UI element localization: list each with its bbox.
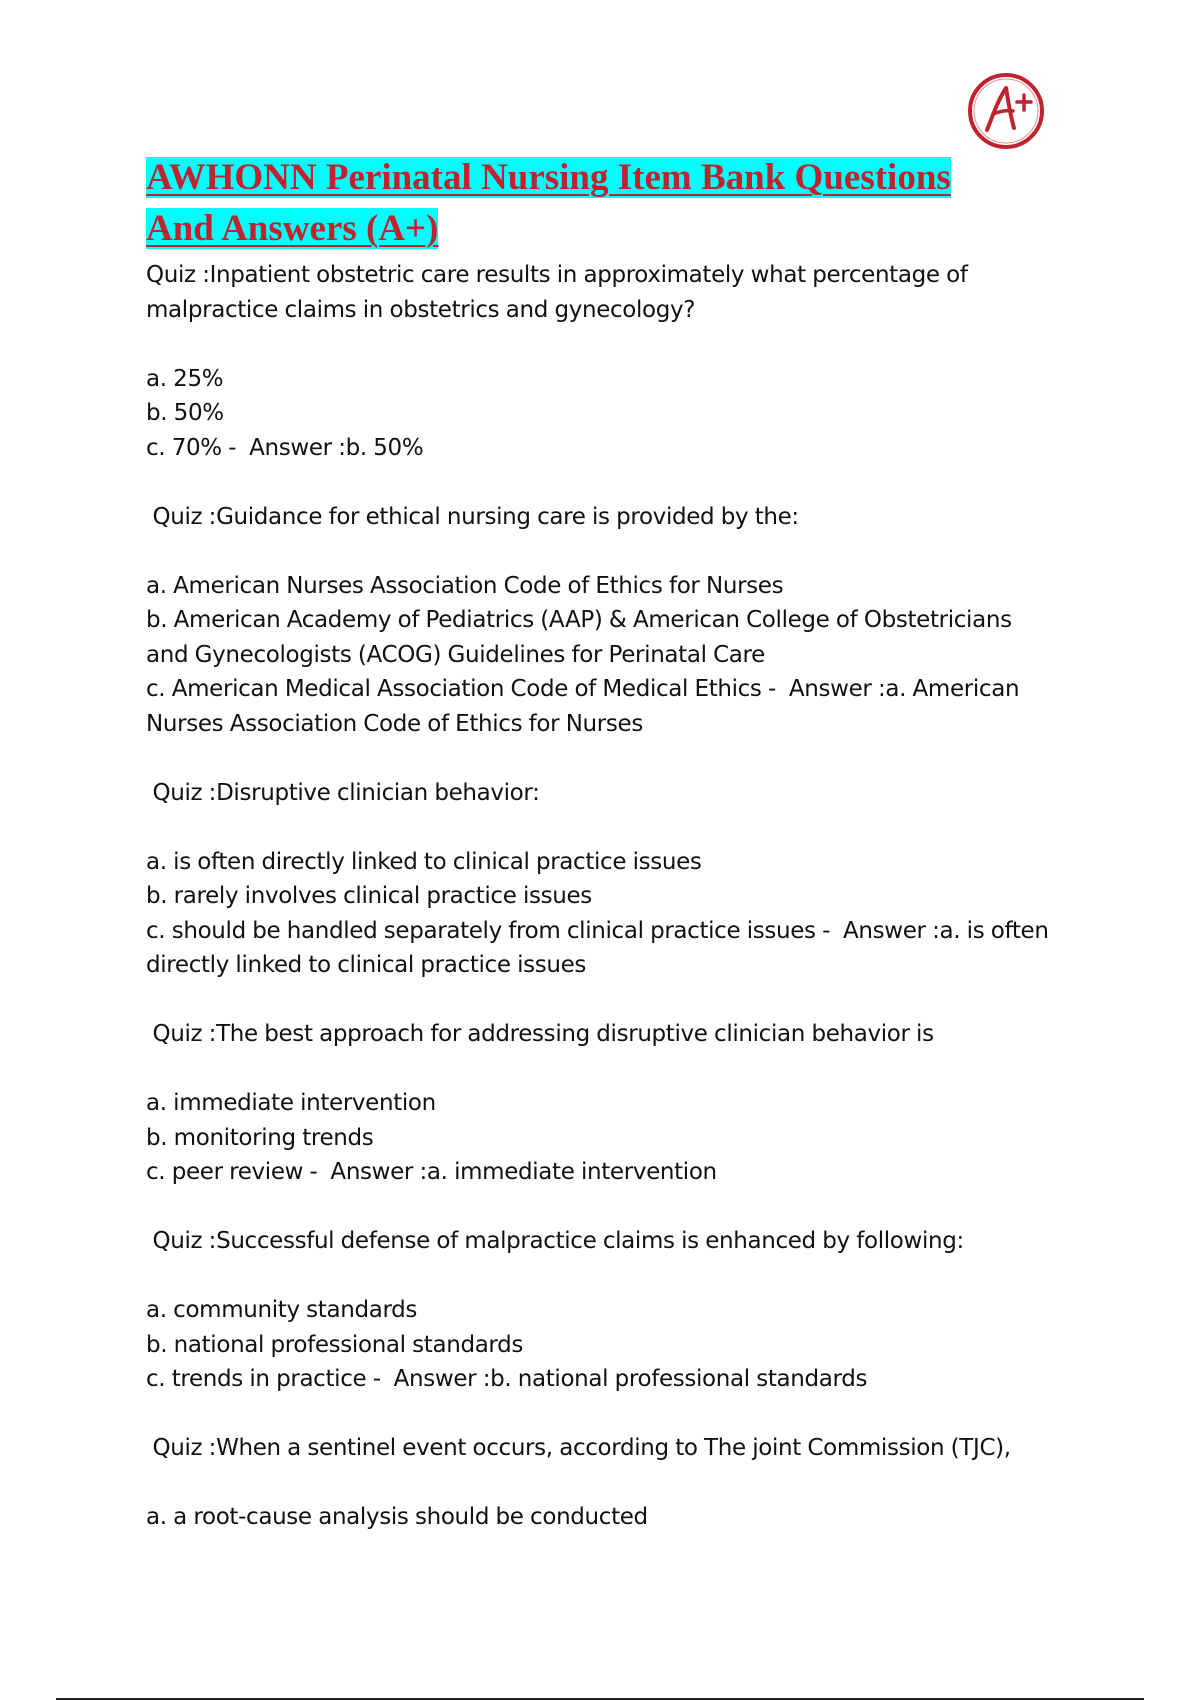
answer-option: b. national professional standards — [146, 1331, 524, 1358]
question-block — [146, 258, 1056, 465]
document-title — [146, 152, 1056, 254]
answer-option: c. American Medical Association Code of Medical Ethics - Answer :a. American Nurses Association Code of Ethics for Nurses — [146, 676, 1026, 737]
document-content — [146, 152, 1056, 1535]
answer-option: c. trends in practice - Answer :b. national professional standards — [146, 1366, 868, 1392]
question-block — [146, 1431, 1056, 1535]
answer-option: c. should be handled separately from clinical practice issues - Answer :a. is often directly linked to clinical practice issues — [146, 917, 1056, 978]
question-block — [146, 500, 1056, 742]
question-text: Quiz :Guidance for ethical nursing care is provided by the: — [146, 503, 799, 530]
answer-option: c. 70% - Answer :b. 50% — [146, 434, 424, 461]
answer-option: b. 50% — [146, 400, 224, 426]
question-block — [146, 1224, 1056, 1397]
answer-option: c. peer review - Answer :a. immediate intervention — [146, 1159, 717, 1185]
title-line-1: AWHONN Perinatal Nursing Item Bank Questions — [146, 157, 951, 198]
answer-option: a. community standards — [146, 1297, 418, 1323]
question-text: Quiz :When a sentinel event occurs, according to The joint Commission (TJC), — [146, 1435, 1011, 1461]
question-text: Quiz :Disruptive clinician behavior: — [146, 779, 540, 806]
grade-seal-icon — [965, 70, 1047, 152]
answer-option: b. rarely involves clinical practice issues — [146, 883, 592, 909]
question-text: Quiz :Successful defense of malpractice claims is enhanced by following: — [146, 1228, 964, 1254]
question-block — [146, 776, 1056, 983]
title-line-2: And Answers (A+) — [146, 208, 439, 249]
answer-option: a. a root-cause analysis should be conducted — [146, 1504, 648, 1530]
answer-option: a. American Nurses Association Code of Ethics for Nurses — [146, 572, 784, 599]
question-list — [146, 258, 1056, 1535]
answer-option: b. monitoring trends — [146, 1124, 374, 1151]
answer-option: a. immediate intervention — [146, 1090, 436, 1116]
question-block — [146, 1017, 1056, 1190]
question-text: Quiz :The best approach for addressing disruptive clinician behavior is — [146, 1021, 934, 1047]
answer-option: b. American Academy of Pediatrics (AAP) & American College of Obstetricians and Gynecologists (ACOG) Guidelines for Perinatal Care — [146, 607, 1019, 668]
answer-option: a. 25% — [146, 365, 224, 392]
question-text: Quiz :Inpatient obstetric care results in approximately what percentage of malpractice claims in obstetrics and gynecology? — [146, 262, 975, 323]
answer-option: a. is often directly linked to clinical practice issues — [146, 848, 702, 875]
